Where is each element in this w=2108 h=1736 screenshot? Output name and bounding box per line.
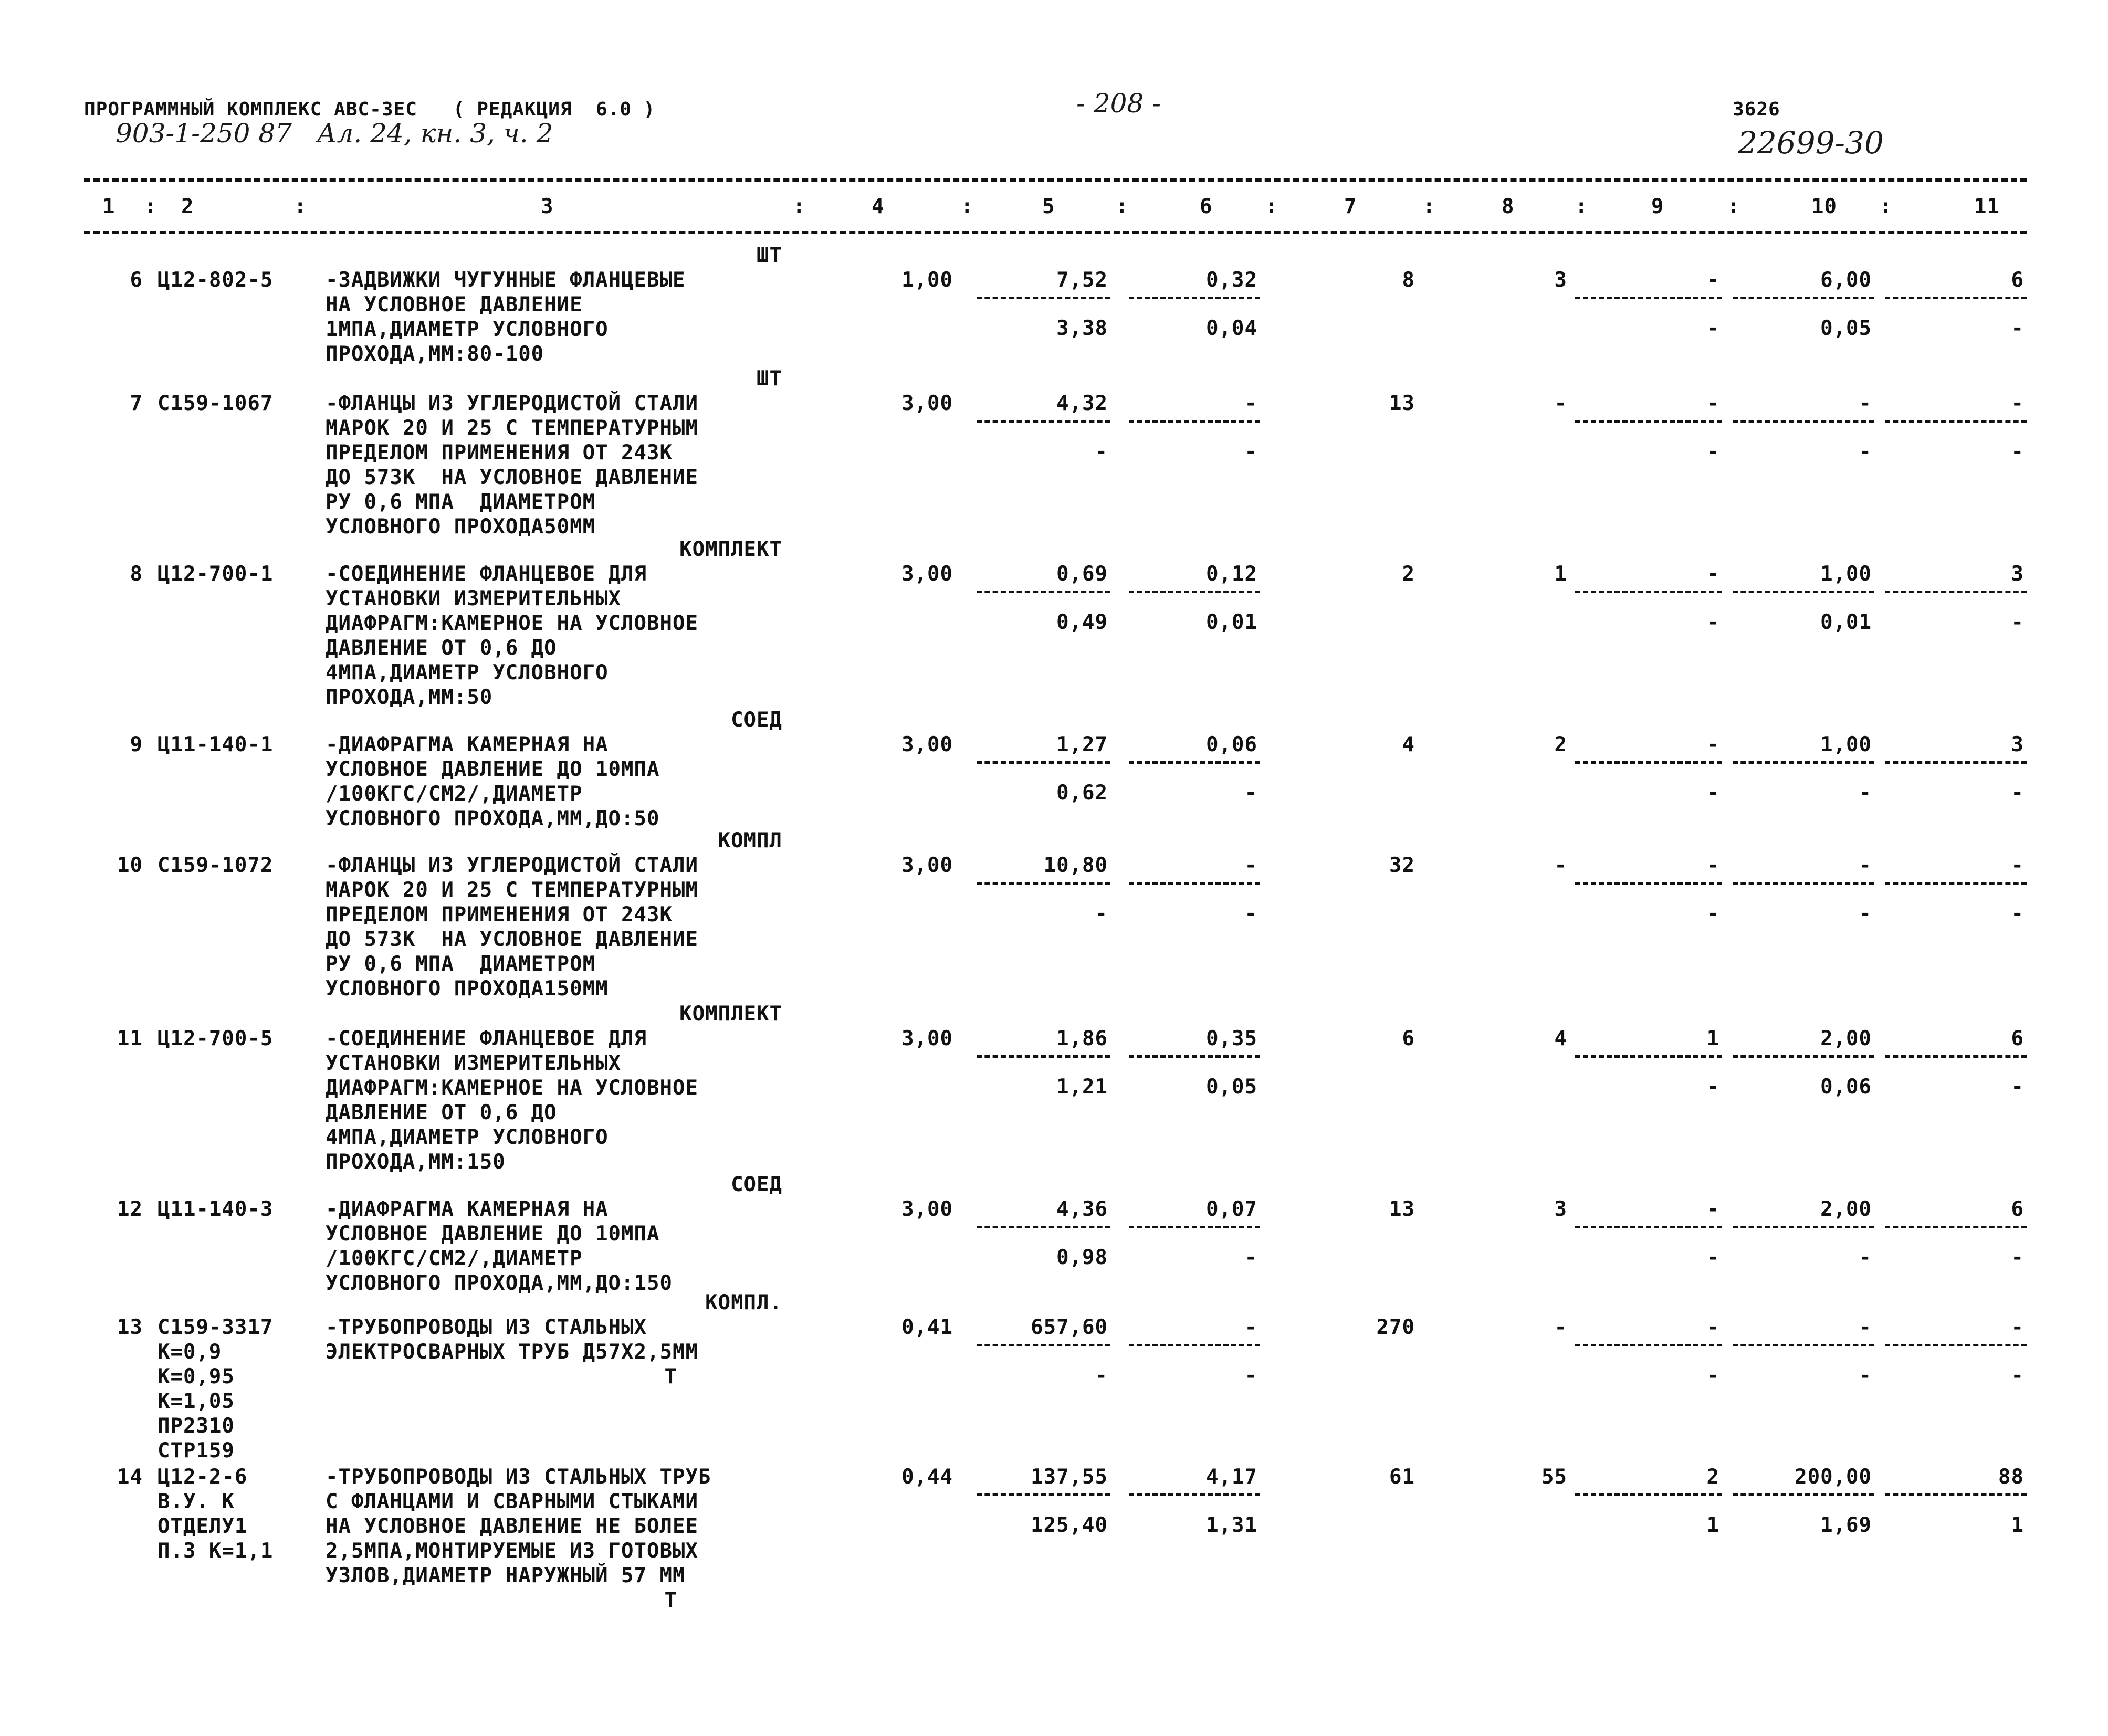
- column-header-11: 11: [1974, 195, 2000, 218]
- row-description-line: ДО 573К НА УСЛОВНОЕ ДАВЛЕНИЕ: [326, 466, 698, 489]
- row-col7: 8: [1402, 268, 1415, 292]
- row-description-line: -ФЛАНЦЫ ИЗ УГЛЕРОДИСТОЙ СТАЛИ: [326, 854, 698, 877]
- program-line: ПРОГРАММНЫЙ КОМПЛЕКС АВС-ЗЕС ( РЕДАКЦИЯ 6.0 ): [84, 99, 656, 120]
- row-col5-top: 10,80: [1043, 854, 1108, 877]
- row-description-line: ПРОХОДА,ММ:150: [326, 1150, 506, 1174]
- row-col4: 1,00: [901, 268, 953, 292]
- column-header-10: 10: [1811, 195, 1837, 218]
- row-col9-bottom: -: [1706, 611, 1719, 634]
- value-separator-dash: [977, 1226, 1110, 1228]
- column-header-1: 1: [102, 195, 116, 218]
- row-col10-bottom: 0,01: [1820, 611, 1872, 634]
- row-col6-top: 0,32: [1206, 268, 1257, 292]
- row-col6-top: -: [1244, 1316, 1257, 1339]
- row-col11-bottom: -: [2011, 1075, 2024, 1099]
- value-separator-dash: [1733, 1493, 1874, 1496]
- value-separator-dash: [1733, 1226, 1874, 1228]
- row-col9-top: -: [1706, 854, 1719, 877]
- row-code: С159-1072: [158, 854, 274, 877]
- value-separator-dash: [1885, 420, 2027, 423]
- code-top: 3626: [1733, 99, 1780, 120]
- column-header-9: 9: [1651, 195, 1664, 218]
- row-col5-top: 1,27: [1056, 733, 1108, 756]
- value-separator-dash: [1129, 882, 1260, 885]
- value-separator-dash: [977, 761, 1110, 764]
- row-description-line: УСЛОВНОЕ ДАВЛЕНИЕ ДО 10МПА: [326, 1222, 660, 1246]
- row-tail-unit: Т: [664, 1588, 677, 1612]
- row-code: С159-1067: [158, 392, 274, 415]
- row-col8: 2: [1554, 733, 1567, 756]
- row-col9-top: -: [1706, 392, 1719, 415]
- row-col10-top: 200,00: [1795, 1465, 1872, 1489]
- value-separator-dash: [1575, 882, 1722, 885]
- row-col9-bottom: -: [1706, 1246, 1719, 1269]
- row-col10-bottom: 0,05: [1820, 317, 1872, 340]
- value-separator-dash: [1575, 761, 1722, 764]
- row-col10-bottom: -: [1859, 440, 1872, 464]
- row-col6-bottom: -: [1244, 902, 1257, 925]
- value-separator-dash: [977, 1055, 1110, 1058]
- row-col10-top: 1,00: [1820, 733, 1872, 756]
- header-rule-bottom: [84, 231, 2027, 234]
- row-unit: КОМПЛЕКТ: [679, 538, 782, 561]
- row-col5-bottom: -: [1095, 440, 1108, 464]
- row-col9-top: 1: [1706, 1027, 1719, 1050]
- row-unit: КОМПЛ.: [705, 1291, 782, 1314]
- row-description-line: -ТРУБОПРОВОДЫ ИЗ СТАЛЬНЫХ ТРУБ: [326, 1465, 711, 1489]
- value-separator-dash: [1575, 1344, 1722, 1346]
- row-col11-top: -: [2011, 1316, 2024, 1339]
- page-number: - 208 -: [1076, 88, 1161, 119]
- row-col9-top: -: [1706, 733, 1719, 756]
- row-description-line: 4МПА,ДИАМЕТР УСЛОВНОГО: [326, 1125, 609, 1149]
- row-code: Ц12-700-1: [158, 562, 274, 586]
- column-separator: :: [144, 195, 158, 218]
- row-col5-bottom: -: [1095, 1364, 1108, 1387]
- row-unit: ШТ: [757, 244, 782, 267]
- row-description-line: -ДИАФРАГМА КАМЕРНАЯ НА: [326, 1197, 609, 1221]
- column-header-7: 7: [1344, 195, 1357, 218]
- row-col10-top: -: [1859, 1316, 1872, 1339]
- column-separator: :: [1116, 195, 1129, 218]
- row-code: Ц11-140-1: [158, 733, 274, 756]
- row-col11-top: 3: [2011, 733, 2024, 756]
- value-separator-dash: [1575, 1226, 1722, 1228]
- row-code-extra: К=0,9: [158, 1340, 222, 1364]
- column-separator: :: [294, 195, 307, 218]
- row-description-line: УСЛОВНОГО ПРОХОДА,ММ,ДО:50: [326, 807, 660, 830]
- row-col11-top: -: [2011, 392, 2024, 415]
- row-unit: КОМПЛЕКТ: [679, 1002, 782, 1026]
- row-col11-top: 6: [2011, 268, 2024, 292]
- row-description-line: НА УСЛОВНОЕ ДАВЛЕНИЕ: [326, 293, 583, 317]
- column-separator: :: [1727, 195, 1740, 218]
- row-description-line: РУ 0,6 МПА ДИАМЕТРОМ: [326, 952, 596, 976]
- row-col5-bottom: 1,21: [1056, 1075, 1108, 1099]
- value-separator-dash: [1885, 1493, 2027, 1496]
- value-separator-dash: [977, 591, 1110, 593]
- row-description-line: 1МПА,ДИАМЕТР УСЛОВНОГО: [326, 318, 609, 341]
- value-separator-dash: [1885, 591, 2027, 593]
- row-col6-top: -: [1244, 854, 1257, 877]
- column-separator: :: [1575, 195, 1588, 218]
- row-col7: 13: [1389, 1197, 1415, 1221]
- row-col4: 3,00: [901, 1197, 953, 1221]
- value-separator-dash: [1575, 1055, 1722, 1058]
- column-header-2: 2: [181, 195, 194, 218]
- row-col4: 0,41: [901, 1316, 953, 1339]
- row-description-line: /100КГС/СМ2/,ДИАМЕТР: [326, 782, 583, 806]
- column-separator: :: [1265, 195, 1278, 218]
- value-separator-dash: [1885, 1344, 2027, 1346]
- value-separator-dash: [1575, 297, 1722, 299]
- row-col10-top: -: [1859, 392, 1872, 415]
- row-description-line: МАРОК 20 И 25 С ТЕМПЕРАТУРНЫМ: [326, 878, 698, 902]
- value-separator-dash: [1885, 882, 2027, 885]
- row-description-line: -ТРУБОПРОВОДЫ ИЗ СТАЛЬНЫХ: [326, 1316, 647, 1339]
- row-col8: 1: [1554, 562, 1567, 586]
- row-col11-bottom: -: [2011, 781, 2024, 805]
- value-separator-dash: [1885, 761, 2027, 764]
- row-col5-bottom: 0,49: [1056, 611, 1108, 634]
- row-col4: 0,44: [901, 1465, 953, 1489]
- row-col5-bottom: 125,40: [1031, 1513, 1108, 1537]
- row-description-line: ПРЕДЕЛОМ ПРИМЕНЕНИЯ ОТ 243К: [326, 903, 673, 927]
- row-code: Ц12-2-6: [158, 1465, 248, 1489]
- row-unit: КОМПЛ: [718, 829, 782, 853]
- value-separator-dash: [1129, 1493, 1260, 1496]
- row-col11-top: -: [2011, 854, 2024, 877]
- row-col7: 270: [1376, 1316, 1415, 1339]
- row-col11-bottom: -: [2011, 1246, 2024, 1269]
- row-col7: 32: [1389, 854, 1415, 877]
- row-col4: 3,00: [901, 1027, 953, 1050]
- value-separator-dash: [1733, 297, 1874, 299]
- row-col5-top: 0,69: [1056, 562, 1108, 586]
- column-header-8: 8: [1502, 195, 1515, 218]
- row-col6-bottom: -: [1244, 1364, 1257, 1387]
- row-col6-bottom: -: [1244, 1246, 1257, 1269]
- row-description-line: ДАВЛЕНИЕ ОТ 0,6 ДО: [326, 1101, 557, 1124]
- row-description-line: С ФЛАНЦАМИ И СВАРНЫМИ СТЫКАМИ: [326, 1490, 698, 1513]
- row-description-line: -ФЛАНЦЫ ИЗ УГЛЕРОДИСТОЙ СТАЛИ: [326, 392, 698, 415]
- column-separator: :: [961, 195, 974, 218]
- row-code: Ц12-802-5: [158, 268, 274, 292]
- row-col11-top: 3: [2011, 562, 2024, 586]
- row-col10-bottom: -: [1859, 1364, 1872, 1387]
- row-col8: 55: [1541, 1465, 1567, 1489]
- row-col11-top: 6: [2011, 1027, 2024, 1050]
- column-separator: :: [1880, 195, 1893, 218]
- row-col10-bottom: 0,06: [1820, 1075, 1872, 1099]
- row-col10-top: 2,00: [1820, 1027, 1872, 1050]
- row-col6-bottom: 0,01: [1206, 611, 1257, 634]
- row-col9-top: 2: [1706, 1465, 1719, 1489]
- row-col7: 61: [1389, 1465, 1415, 1489]
- row-col9-bottom: 1: [1706, 1513, 1719, 1537]
- value-separator-dash: [1885, 1055, 2027, 1058]
- row-col10-top: -: [1859, 854, 1872, 877]
- row-col6-bottom: -: [1244, 781, 1257, 805]
- value-separator-dash: [977, 882, 1110, 885]
- row-number: 8: [130, 562, 143, 586]
- row-col10-bottom: -: [1859, 902, 1872, 925]
- row-number: 11: [117, 1027, 143, 1050]
- row-number: 14: [117, 1465, 143, 1489]
- value-separator-dash: [1575, 420, 1722, 423]
- column-header-5: 5: [1042, 195, 1055, 218]
- row-description-line: МАРОК 20 И 25 С ТЕМПЕРАТУРНЫМ: [326, 416, 698, 440]
- row-col11-top: 88: [1998, 1465, 2024, 1489]
- row-code: Ц11-140-3: [158, 1197, 274, 1221]
- row-col9-top: -: [1706, 268, 1719, 292]
- row-col5-bottom: 3,38: [1056, 317, 1108, 340]
- value-separator-dash: [1733, 591, 1874, 593]
- row-description-line: УСЛОВНОГО ПРОХОДА150ММ: [326, 977, 609, 1001]
- row-col9-top: -: [1706, 1197, 1719, 1221]
- row-col4: 3,00: [901, 392, 953, 415]
- header-rule-top: [84, 178, 2027, 182]
- row-code-extra: В.У. К: [158, 1490, 235, 1513]
- row-description-line: -ЗАДВИЖКИ ЧУГУННЫЕ ФЛАНЦЕВЫЕ: [326, 268, 686, 292]
- row-col10-bottom: -: [1859, 781, 1872, 805]
- row-col10-bottom: -: [1859, 1246, 1872, 1269]
- row-description-line: 4МПА,ДИАМЕТР УСЛОВНОГО: [326, 661, 609, 685]
- value-separator-dash: [1575, 1493, 1722, 1496]
- row-code-extra: ПР2310: [158, 1414, 235, 1438]
- row-code-extra: К=0,95: [158, 1365, 235, 1388]
- column-separator: :: [793, 195, 806, 218]
- row-number: 7: [130, 392, 143, 415]
- row-col8: -: [1554, 392, 1567, 415]
- row-col10-bottom: 1,69: [1820, 1513, 1872, 1537]
- row-col7: 2: [1402, 562, 1415, 586]
- row-col9-bottom: -: [1706, 902, 1719, 925]
- row-description-line: -СОЕДИНЕНИЕ ФЛАНЦЕВОЕ ДЛЯ: [326, 562, 647, 586]
- row-col6-top: 4,17: [1206, 1465, 1257, 1489]
- row-tail-unit: Т: [664, 1365, 677, 1388]
- row-code-extra: СТР159: [158, 1439, 235, 1463]
- row-description-line: /100КГС/СМ2/,ДИАМЕТР: [326, 1247, 583, 1270]
- value-separator-dash: [1129, 1055, 1260, 1058]
- value-separator-dash: [1129, 761, 1260, 764]
- row-description-line: -СОЕДИНЕНИЕ ФЛАНЦЕВОЕ ДЛЯ: [326, 1027, 647, 1050]
- row-description-line: НА УСЛОВНОЕ ДАВЛЕНИЕ НЕ БОЛЕЕ: [326, 1514, 698, 1538]
- value-separator-dash: [1733, 1344, 1874, 1346]
- row-col11-bottom: -: [2011, 902, 2024, 925]
- row-unit: ШТ: [757, 367, 782, 391]
- row-col8: -: [1554, 1316, 1567, 1339]
- row-number: 12: [117, 1197, 143, 1221]
- row-col5-bottom: 0,62: [1056, 781, 1108, 805]
- row-col10-top: 1,00: [1820, 562, 1872, 586]
- row-code-extra: П.3 К=1,1: [158, 1539, 274, 1563]
- row-unit: СОЕД: [731, 1173, 782, 1196]
- row-col9-bottom: -: [1706, 440, 1719, 464]
- row-col8: 3: [1554, 268, 1567, 292]
- row-code: Ц12-700-5: [158, 1027, 274, 1050]
- row-col5-bottom: 0,98: [1056, 1246, 1108, 1269]
- row-number: 6: [130, 268, 143, 292]
- row-col5-top: 657,60: [1031, 1316, 1108, 1339]
- row-description-line: УСТАНОВКИ ИЗМЕРИТЕЛЬНЫХ: [326, 1051, 622, 1075]
- row-description-line: УСЛОВНОГО ПРОХОДА50ММ: [326, 515, 596, 539]
- row-col10-top: 2,00: [1820, 1197, 1872, 1221]
- row-col6-bottom: 1,31: [1206, 1513, 1257, 1537]
- value-separator-dash: [1129, 1226, 1260, 1228]
- value-separator-dash: [1575, 591, 1722, 593]
- row-description-line: ПРЕДЕЛОМ ПРИМЕНЕНИЯ ОТ 243К: [326, 441, 673, 465]
- row-col11-bottom: -: [2011, 317, 2024, 340]
- value-separator-dash: [1885, 1226, 2027, 1228]
- value-separator-dash: [1129, 1344, 1260, 1346]
- row-description-line: УСЛОВНОГО ПРОХОДА,ММ,ДО:150: [326, 1271, 673, 1295]
- row-code-extra: К=1,05: [158, 1390, 235, 1413]
- row-col6-top: 0,06: [1206, 733, 1257, 756]
- column-header-4: 4: [872, 195, 885, 218]
- row-col5-bottom: -: [1095, 902, 1108, 925]
- row-col6-bottom: 0,04: [1206, 317, 1257, 340]
- row-description-line: ЭЛЕКТРОСВАРНЫХ ТРУБ Д57Х2,5ММ: [326, 1340, 698, 1364]
- row-col9-bottom: -: [1706, 1364, 1719, 1387]
- row-col6-top: 0,07: [1206, 1197, 1257, 1221]
- column-separator: :: [1423, 195, 1436, 218]
- row-col5-top: 4,32: [1056, 392, 1108, 415]
- row-col4: 3,00: [901, 854, 953, 877]
- row-col6-top: 0,12: [1206, 562, 1257, 586]
- row-col9-bottom: -: [1706, 317, 1719, 340]
- value-separator-dash: [1733, 1055, 1874, 1058]
- row-col11-bottom: -: [2011, 611, 2024, 634]
- row-description-line: ПРОХОДА,ММ:50: [326, 686, 493, 709]
- row-col5-top: 4,36: [1056, 1197, 1108, 1221]
- row-code-extra: ОТДЕЛУ1: [158, 1514, 248, 1538]
- row-col5-top: 7,52: [1056, 268, 1108, 292]
- code-bottom: 22699-30: [1738, 125, 1884, 161]
- row-description-line: УСЛОВНОЕ ДАВЛЕНИЕ ДО 10МПА: [326, 757, 660, 781]
- value-separator-dash: [1733, 761, 1874, 764]
- row-col6-top: 0,35: [1206, 1027, 1257, 1050]
- row-col7: 4: [1402, 733, 1415, 756]
- row-description-line: УЗЛОВ,ДИАМЕТР НАРУЖНЫЙ 57 ММ: [326, 1564, 686, 1587]
- row-description-line: УСТАНОВКИ ИЗМЕРИТЕЛЬНЫХ: [326, 587, 622, 611]
- row-description-line: 2,5МПА,МОНТИРУЕМЫЕ ИЗ ГОТОВЫХ: [326, 1539, 698, 1563]
- row-number: 10: [117, 854, 143, 877]
- value-separator-dash: [1733, 882, 1874, 885]
- value-separator-dash: [977, 420, 1110, 423]
- row-col4: 3,00: [901, 562, 953, 586]
- value-separator-dash: [1129, 591, 1260, 593]
- row-col9-bottom: -: [1706, 1075, 1719, 1099]
- value-separator-dash: [977, 1344, 1110, 1346]
- row-code: С159-3317: [158, 1316, 274, 1339]
- row-col6-bottom: 0,05: [1206, 1075, 1257, 1099]
- row-col8: -: [1554, 854, 1567, 877]
- row-col9-top: -: [1706, 1316, 1719, 1339]
- row-number: 9: [130, 733, 143, 756]
- row-col7: 6: [1402, 1027, 1415, 1050]
- row-col8: 3: [1554, 1197, 1567, 1221]
- row-col5-top: 137,55: [1031, 1465, 1108, 1489]
- row-col6-bottom: -: [1244, 440, 1257, 464]
- row-description-line: ДИАФРАГМ:КАМЕРНОЕ НА УСЛОВНОЕ: [326, 612, 698, 635]
- row-col11-bottom: -: [2011, 440, 2024, 464]
- row-col4: 3,00: [901, 733, 953, 756]
- value-separator-dash: [1885, 297, 2027, 299]
- row-col11-bottom: 1: [2011, 1513, 2024, 1537]
- row-col7: 13: [1389, 392, 1415, 415]
- row-col9-bottom: -: [1706, 781, 1719, 805]
- row-col11-bottom: -: [2011, 1364, 2024, 1387]
- row-col10-top: 6,00: [1820, 268, 1872, 292]
- row-description-line: РУ 0,6 МПА ДИАМЕТРОМ: [326, 490, 596, 514]
- row-number: 13: [117, 1316, 143, 1339]
- row-col9-top: -: [1706, 562, 1719, 586]
- column-header-3: 3: [541, 195, 554, 218]
- value-separator-dash: [977, 297, 1110, 299]
- row-col5-top: 1,86: [1056, 1027, 1108, 1050]
- value-separator-dash: [1129, 420, 1260, 423]
- row-description-line: ДАВЛЕНИЕ ОТ 0,6 ДО: [326, 636, 557, 660]
- column-header-6: 6: [1200, 195, 1213, 218]
- value-separator-dash: [1733, 420, 1874, 423]
- row-description-line: -ДИАФРАГМА КАМЕРНАЯ НА: [326, 733, 609, 756]
- row-col8: 4: [1554, 1027, 1567, 1050]
- row-unit: СОЕД: [731, 708, 782, 732]
- row-description-line: ПРОХОДА,ММ:80-100: [326, 342, 544, 366]
- value-separator-dash: [1129, 297, 1260, 299]
- project-reference: 903-1-250 87 Ал. 24, кн. 3, ч. 2: [116, 118, 553, 149]
- row-description-line: ДИАФРАГМ:КАМЕРНОЕ НА УСЛОВНОЕ: [326, 1076, 698, 1100]
- row-col11-top: 6: [2011, 1197, 2024, 1221]
- row-description-line: ДО 573К НА УСЛОВНОЕ ДАВЛЕНИЕ: [326, 928, 698, 951]
- row-col6-top: -: [1244, 392, 1257, 415]
- value-separator-dash: [977, 1493, 1110, 1496]
